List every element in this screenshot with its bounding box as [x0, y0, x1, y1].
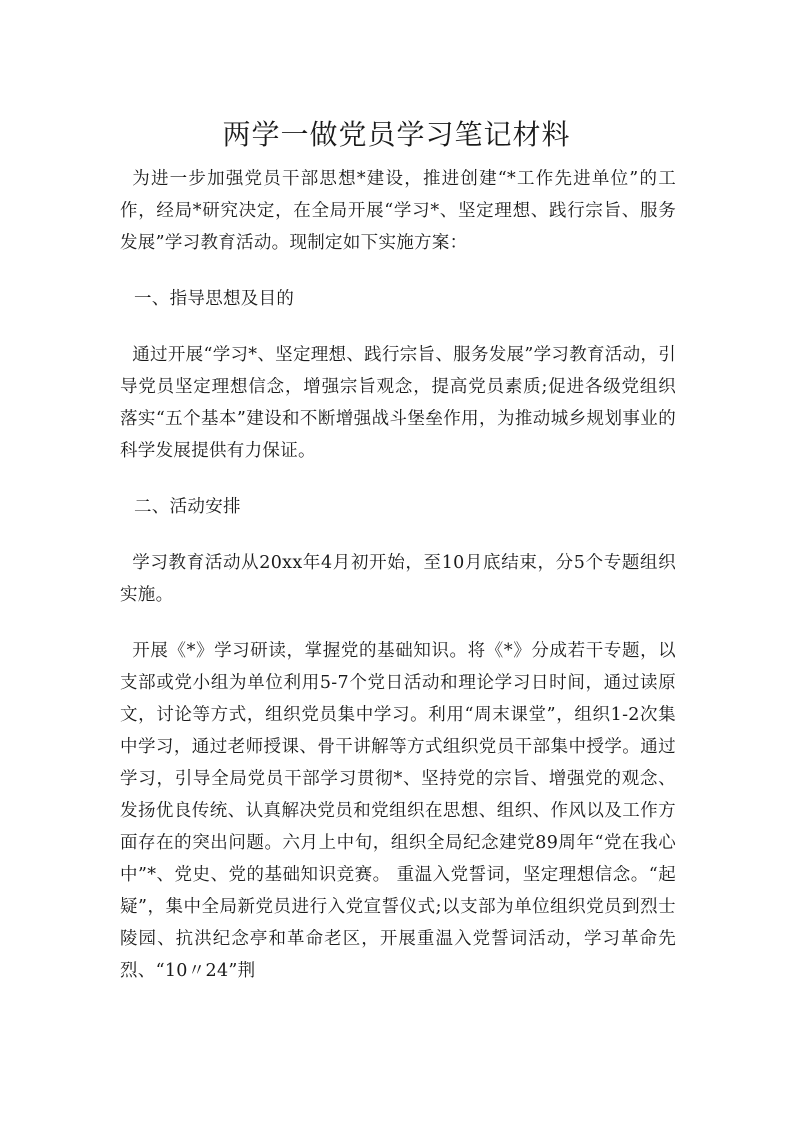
document-body — [120, 163, 676, 1011]
paragraph-activity-schedule: 学习教育活动从20xx年4月初开始，至10月底结束，分5个专题组织实施。 — [120, 553, 676, 605]
document-title: 两学一做党员学习笔记材料 — [222, 117, 571, 151]
paragraph-intro: 为进一步加强党员干部思想*建设，推进创建“*工作先进单位”的工作，经局*研究决定，在全局开展“学习*、坚定理想、践行宗旨、服务发展”学习教育活动。现制定如下实施方案： — [120, 169, 676, 253]
section-heading-activity-arrangement: 二、活动安排 — [134, 497, 241, 517]
paragraph-study-details: 开展《*》学习研读，掌握党的基础知识。将《*》分成若干专题，以支部或党小组为单位利用5-7个党日活动和理论学习日时间，通过读原文，讨论等方式，组织党员集中学习。利用“周末课堂”，组织1-2次集中学习，通过老师授课、骨干讲解等方式组织党员干部集中授学。通过学习，引导全局党员干部学习贯彻*、坚持党的宗旨、增强党的观念、发扬优良传统、认真解决党员和党组织在思想、组织、作风以及工作方面存在的突出问题。六月上中旬，组织全局纪念建党89周年“党在我心中”*、党史、党的基础知识竞赛。 重温入党誓词，坚定理想信念。“起疑”，集中全局新党员进行入党宣誓仪式;以支部为单位组织党员到烈士陵园、抗洪纪念亭和革命老区，开展重温入党誓词活动，学习革命先烈、“10〃24”荆 — [120, 641, 676, 981]
paragraph-guiding-thought: 通过开展“学习*、坚定理想、践行宗旨、服务发展”学习教育活动，引导党员坚定理想信念，增强宗旨观念，提高党员素质;促进各级党组织落实“五个基本”建设和不断增强战斗堡垒作用，为推动城乡规划事业的科学发展提供有力保证。 — [120, 345, 676, 461]
section-heading-guiding-thought: 一、指导思想及目的 — [134, 289, 295, 309]
